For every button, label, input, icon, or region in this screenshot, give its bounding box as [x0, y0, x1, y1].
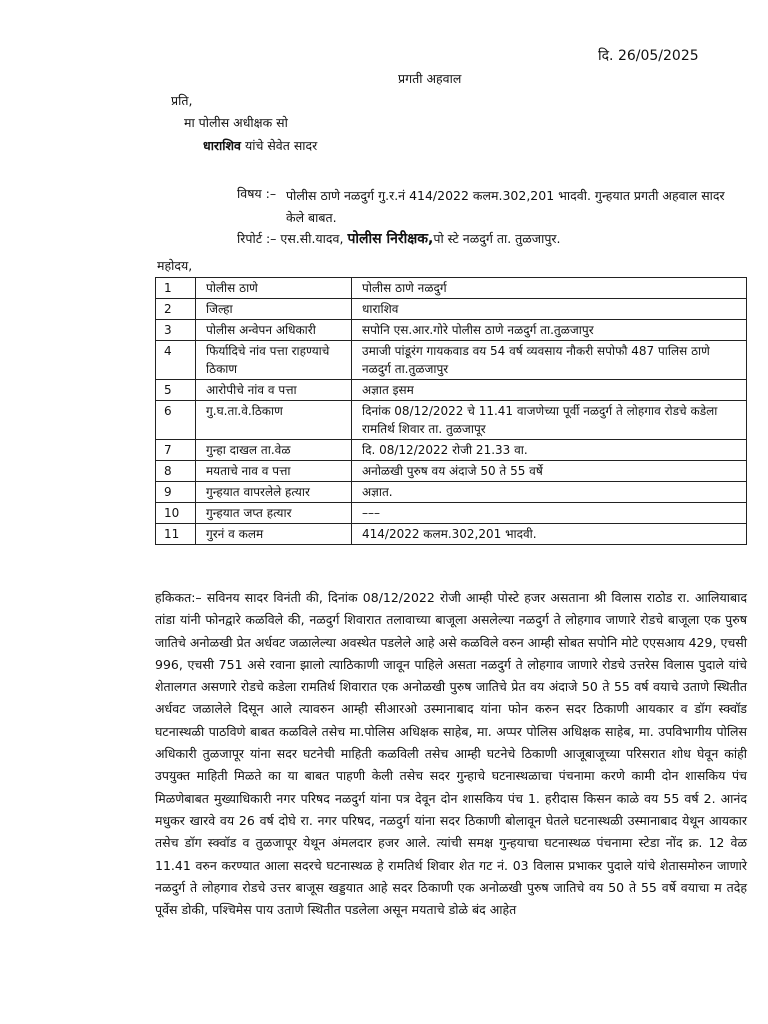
- table-row: [156, 341, 747, 380]
- report-title: प्रगती अहवाल: [398, 71, 462, 86]
- table-row: [156, 440, 747, 461]
- row-number: 2: [156, 299, 196, 320]
- report-station: पो स्टे नळदुर्ग ता. तुळजापुर.: [433, 231, 561, 246]
- row-label: गुन्हा दाखल ता.वेळ: [196, 440, 352, 461]
- addressee-district-line: [203, 137, 317, 154]
- addressee-name: मा पोलीस अधीक्षक सो: [184, 115, 288, 130]
- addressee-suffix: यांचे सेवेत सादर: [244, 138, 318, 153]
- table-row: [156, 299, 747, 320]
- row-label: पोलीस अन्वेपन अधिकारी: [196, 320, 352, 341]
- report-label: रिपोर्ट :–: [237, 231, 277, 246]
- row-number: 1: [156, 278, 196, 299]
- row-number: 11: [156, 524, 196, 545]
- row-label: पोलीस ठाणे: [196, 278, 352, 299]
- row-label: मयताचे नाव व पत्ता: [196, 461, 352, 482]
- row-value: सपोनि एस.आर.गोरे पोलीस ठाणे नळदुर्ग ता.तुळजापुर: [352, 320, 747, 341]
- table-row: [156, 503, 747, 524]
- case-info-table: [155, 277, 747, 545]
- salutation: महोदय,: [157, 258, 193, 273]
- addressee-district: धाराशिव: [203, 138, 241, 153]
- table-row: [156, 380, 747, 401]
- table-row: [156, 320, 747, 341]
- row-number: 3: [156, 320, 196, 341]
- table-row: [156, 524, 747, 545]
- table-row: [156, 401, 747, 440]
- row-number: 6: [156, 401, 196, 440]
- subject-text: पोलीस ठाणे नळदुर्ग गु.र.नं 414/2022 कलम.302,201 भादवी. गुन्हयात प्रगती अहवाल सादर केले बाबत.: [286, 188, 725, 225]
- table-row: [156, 482, 747, 503]
- table-row: [156, 278, 747, 299]
- row-label: फिर्यादिचे नांव पत्ता राहण्याचे ठिकाण: [196, 341, 352, 380]
- row-label: गु.घ.ता.वे.ठिकाण: [196, 401, 352, 440]
- row-value: अनोळखी पुरुष वय अंदाजे 50 ते 55 वर्षे: [352, 461, 747, 482]
- row-value: अज्ञात.: [352, 482, 747, 503]
- report-line: [237, 229, 561, 248]
- row-number: 8: [156, 461, 196, 482]
- table-row: [156, 461, 747, 482]
- row-number: 9: [156, 482, 196, 503]
- row-number: 7: [156, 440, 196, 461]
- row-value: अज्ञात इसम: [352, 380, 747, 401]
- row-value: दि. 08/12/2022 रोजी 21.33 वा.: [352, 440, 747, 461]
- report-officer: एस.सी.यादव,: [280, 231, 344, 246]
- row-label: आरोपीचे नांव व पत्ता: [196, 380, 352, 401]
- subject-label: विषय :–: [237, 186, 277, 201]
- row-value: दिनांक 08/12/2022 चे 11.41 वाजणेच्या पूर्वी नळदुर्ग ते लोहगाव रोडचे कडेला रामतिर्थ शिवार ता. तुळजापूर: [352, 401, 747, 440]
- row-number: 10: [156, 503, 196, 524]
- facts-paragraph: हकिकत:– सविनय सादर विनंती की, दिनांक 08/12/2022 रोजी आम्ही पोस्टे हजर असताना श्री विलास राठोड रा. आलियाबाद तांडा यांनी फोनद्वारे कळविले की, नळदुर्ग शिवारात तलावाच्या बाजूला असलेल्या नळदुर्ग ते लोहगाव जाणारे रोडचे बाजूला एक पुरुष जातिचे अनोळखी प्रेत अर्धवट जळालेल्या अवस्थेत पडलेले आहे असे कळविले वरुन आम्ही सोबत सपोनि मोटे एएसआय 429, एचसी 996, एचसी 751 असे रवाना झालो त्याठिकाणी जावून पाहिले असता नळदुर्ग ते लोहगाव जाणारे रोडचे उत्तरेस विलास पुदाले यांचे शेतालगत असणारे रोडचे कडेला रामतिर्थ शिवारात एक अनोळखी पुरुष जातिचे प्रेत वय अंदाजे 50 ते 55 वर्ष वयाचे उताणे स्थितीत अर्धवट जळालेले दिसून आले त्यावरुन आम्ही सीआरओ उस्मानाबाद यांना फोन करुन सदर ठिकाणी आयकार व डॉग स्क्वॉड घटनास्थळी पाठविणे बाबत कळविले तसेच मा.पोलिस अधिक्षक साहेब, मा. अप्पर पोलिस अधिक्षक साहेब, मा. उपविभागीय पोलिस अधिकारी तुळजापूर यांना सदर घटनेची माहिती कळविली तसेच आम्ही घटनेचे ठिकाणी आजूबाजूच्या परिसरात शोध घेवून कांही उपयुक्त माहिती मिळते का या बाबत पाहणी केली तसेच सदर गुन्हाचे घटनास्थळाचा पंचनामा करणे कामी दोन शासकिय पंच मिळणेबाबत मुख्याधिकारी नगर परिषद नळदुर्ग यांना पत्र देवून दोन शासकिय पंच 1. हरीदास किसन काळे वय 55 वर्ष 2. आनंद मधुकर खारवे वय 26 वर्ष दोघे रा. नगर परिषद, नळदुर्ग यांना सदर ठिकाणी बोलावून घेतले घटनास्थळी उस्मानाबाद येथून आयकार तसेच डॉग स्क्वॉड व तुळजापूर येथून अंमलदार हजर आले. त्यांची समक्ष गुन्हयाचा घटनास्थळ पंचनामा स्टेडा नोंद क्र. 12 वेळ 11.41 वरुन करण्यात आला सदरचे घटनास्थळ हे रामतिर्थ शिवार शेत गट नं. 03 विलास प्रभाकर पुदाले यांचे शेतासमोरुन जाणारे नळदुर्ग ते लोहगाव रोडचे उत्तर बाजूस खड्डयात आहे सदर ठिकाणी एक अनोळखी पुरुष जातिचे वय 50 ते 55 वर्षे वयाचा म तदेह पूर्वेस डोकी, पश्चिमेस पाय उताणे स्थितीत पडलेला असून मयताचे डोळे बंद आहेत: [155, 590, 747, 918]
- row-value: उमाजी पांडूरंग गायकवाड वय 54 वर्ष व्यवसाय नौकरी सपोफौ 487 पालिस ठाणे नळदुर्ग ता.तुळजापुर: [352, 341, 747, 380]
- row-label: जिल्हा: [196, 299, 352, 320]
- row-label: गुन्हयात वापरलेले हत्यार: [196, 482, 352, 503]
- row-label: गुरनं व कलम: [196, 524, 352, 545]
- row-value: 414/2022 कलम.302,201 भादवी.: [352, 524, 747, 545]
- row-value: धाराशिव: [352, 299, 747, 320]
- report-designation: पोलीस निरीक्षक,: [347, 231, 434, 247]
- row-value: –––: [352, 503, 747, 524]
- report-date: दि. 26/05/2025: [598, 48, 699, 64]
- addressee-to: प्रति,: [171, 93, 193, 108]
- row-number: 5: [156, 380, 196, 401]
- row-label: गुन्हयात जप्त हत्यार: [196, 503, 352, 524]
- row-number: 4: [156, 341, 196, 380]
- row-value: पोलीस ठाणे नळदुर्ग: [352, 278, 747, 299]
